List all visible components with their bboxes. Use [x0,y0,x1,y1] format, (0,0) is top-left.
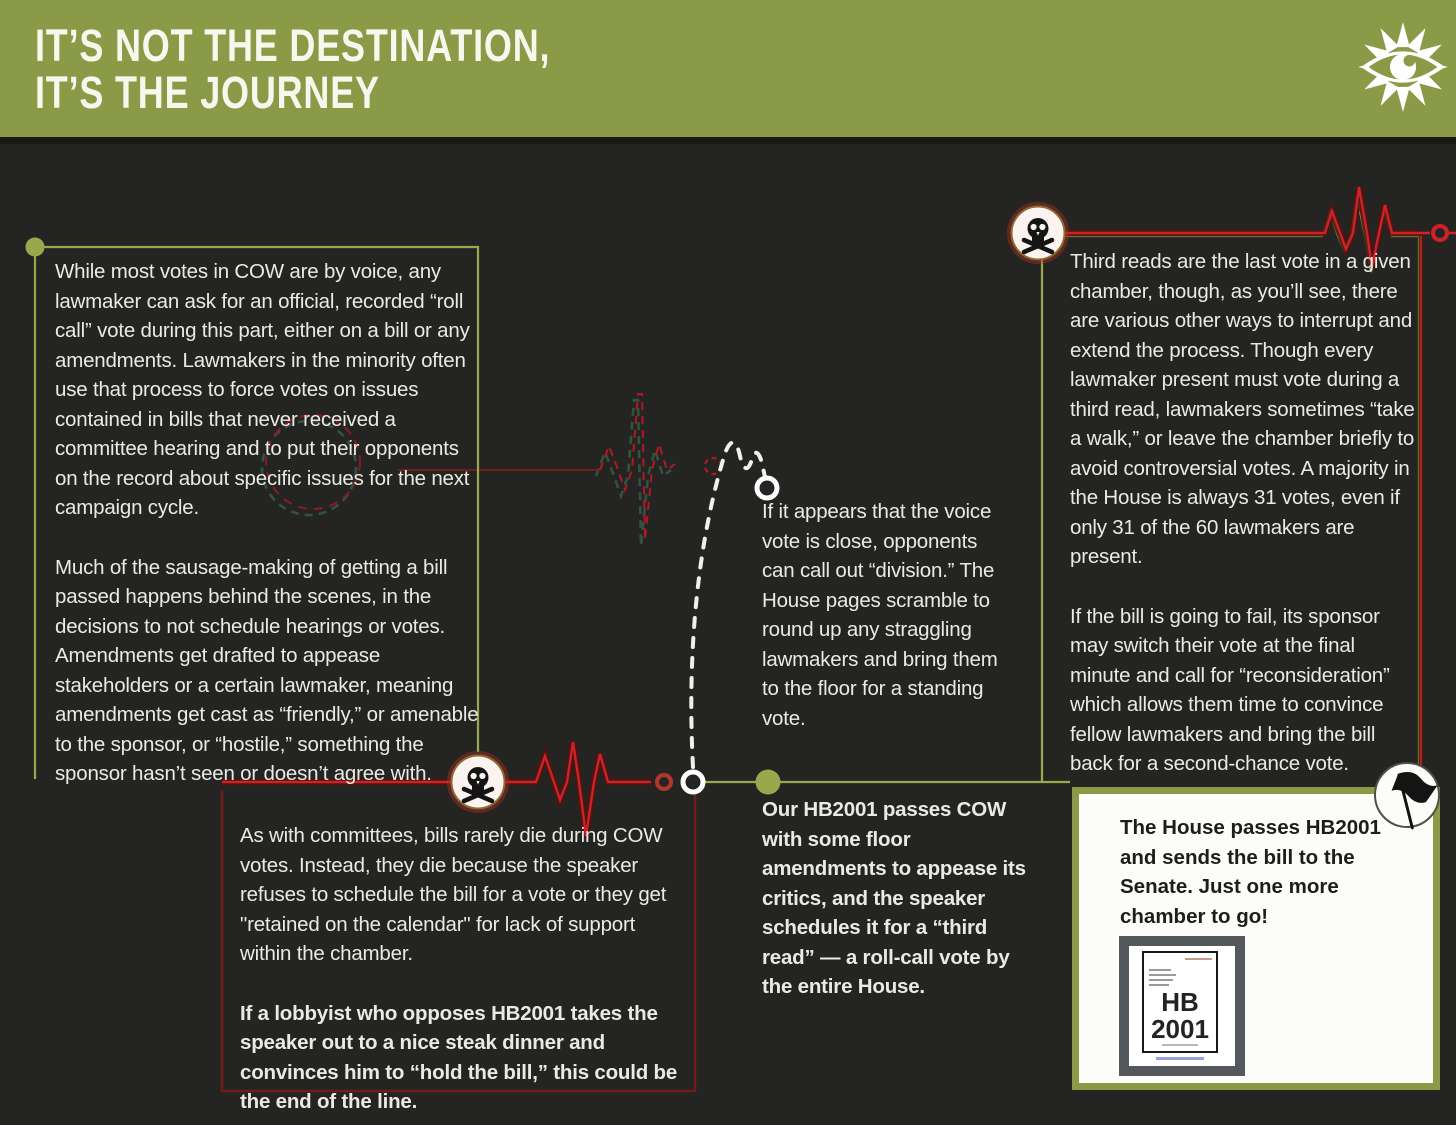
third-read-para2: If the bill is going to fail, its sponsor may switch their vote at the final minute and call for “reconsideration” which allows them time to convince fellow lawmakers and bring the bill back for a second-chance vote. [1070,604,1390,775]
white-ring-corner [683,772,703,792]
ghost-ring [705,458,721,474]
red-ring-bottom [657,775,671,789]
cow-deaths-para1: As with committees, bills rarely die during COW votes. Instead, they die because the speaker refuses to schedule the bill for a vote or they get "retained on the calendar" for lack of support within the chamber. [240,824,667,965]
bill-line-footer [1162,1044,1198,1046]
cow-roll-call-para1: While most votes in COW are by voice, any lawmaker can ask for an official, recorded “roll call” vote during this part, either on a bill or any amendments. Lawmakers in the minority often use that process to force votes on issues contained in bills that never received a committee hearing and to put their opponents on the record about specific issues for the next campaign cycle. [55,260,470,519]
hb2001-bill-icon [1119,936,1245,1076]
bill-line-gray [1149,984,1169,986]
olive-node-passes [756,770,781,795]
olive-node-start [26,238,45,257]
passes-cow-block [762,795,1030,1002]
third-read-para1: Third reads are the last vote in a given chamber, though, as you’ll see, there are various other ways to interrupt and extend the process. Though every lawmaker present must vote during a third read, lawmakers sometimes “take a walk,” or leave the chamber briefly to avoid controversial votes. A majority in the House is always 31 votes, even if only 31 of the 60 lawmakers are present. [1070,250,1415,568]
skull-crossbones-icon-top [1007,202,1069,264]
title-line-2: IT’S THE JOURNEY [35,67,380,118]
bill-number: HB 2001 [1151,987,1209,1044]
bill-line-purple [1156,1057,1204,1060]
bill-line-gray [1149,979,1173,981]
house-passes-card [1072,787,1440,1090]
cow-roll-call-para2: Much of the sausage-making of getting a bill passed happens behind the scenes, in the decisions to not schedule hearings or votes. Amendments get drafted to appease stakeholders or a certain lawmaker, meaning amendments get cast as “friendly,” or amenable to the sponsor, or “hostile,” something the sponsor hasn’t seen or doesn’t agree with. [55,555,479,785]
bill-line-gray [1149,969,1171,971]
third-read-block [1070,247,1418,779]
bill-line-red [1185,958,1212,960]
division-dashed-path [691,443,765,767]
skull-crossbones-icon-bottom [447,751,509,813]
cow-deaths-para2: If a lobbyist who opposes HB2001 takes the speaker out to a nice steak dinner and convinces him to “hold the bill,” this could be the end of the line. [240,1001,678,1113]
division-block [762,497,1012,733]
passes-cow-text: Our HB2001 passes COW with some floor amendments to appease its critics, and the speaker schedules it for a “third read” — a roll-call vote by the entire House. [762,798,1026,998]
milestone-flag-icon [1372,760,1442,830]
house-passes-text: The House passes HB2001 and sends the bill to the Senate. Just one more chamber to go! [1120,816,1381,928]
title-line-1: IT’S NOT THE DESTINATION, [35,20,551,71]
division-text: If it appears that the voice vote is close, opponents can call out “division.” The House pages scramble to round up any straggling lawmakers and bring them to the floor for a standing vote. [762,500,998,730]
cow-roll-call-block [55,257,479,789]
bill-line-gray [1149,974,1176,976]
red-ring-top [1433,226,1447,240]
bill-mat [1129,946,1235,1066]
cow-deaths-block [240,821,678,1117]
white-ring-division [757,478,777,498]
bill-page [1142,951,1218,1053]
